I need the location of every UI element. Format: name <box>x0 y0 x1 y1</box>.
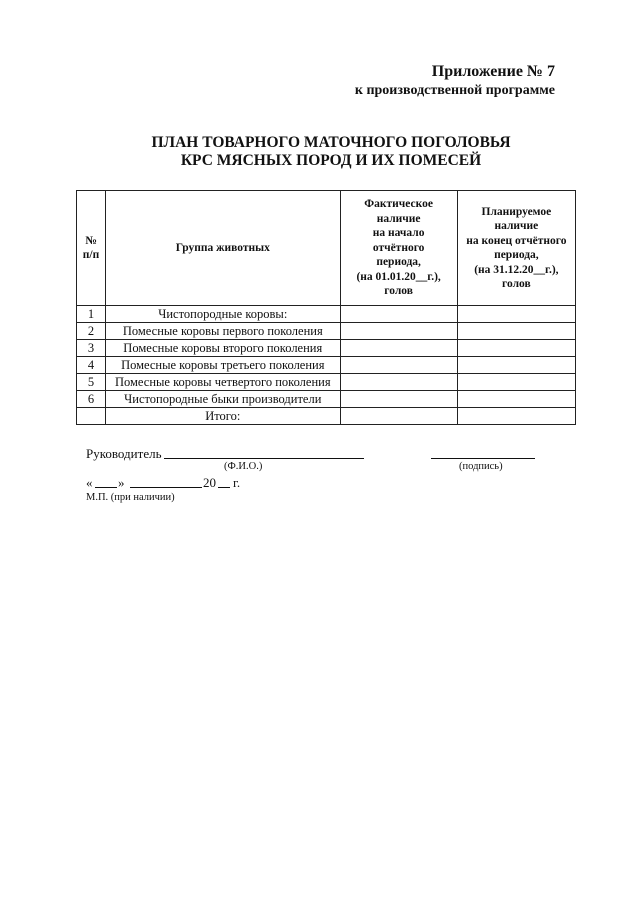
table-row <box>77 340 576 357</box>
table-total-row <box>77 408 576 425</box>
date-month-line[interactable] <box>130 487 202 488</box>
row-number: 1 <box>77 306 106 323</box>
date-day-line[interactable] <box>95 487 117 488</box>
signature-line[interactable] <box>431 458 535 459</box>
row-group: Чистопородные коровы: <box>106 306 340 323</box>
row-number: 6 <box>77 391 106 408</box>
date-year-line[interactable] <box>218 487 230 488</box>
appendix-number: Приложение № 7 <box>431 63 555 80</box>
row-group: Помесные коровы первого поколения <box>106 323 340 340</box>
date-open-quote: « <box>86 475 93 490</box>
row-number: 2 <box>77 323 106 340</box>
date-year-suffix: г. <box>233 475 241 490</box>
row-planned-cell[interactable] <box>457 323 575 340</box>
header-actual: Фактическое наличие на начало отчётного периода, (на 01.01.20__г.), голов <box>340 191 457 306</box>
name-line[interactable] <box>164 458 364 459</box>
table-row <box>77 374 576 391</box>
head-label: Руководитель <box>86 446 162 461</box>
table-row <box>77 306 576 323</box>
total-actual-cell[interactable] <box>340 408 457 425</box>
total-planned-cell[interactable] <box>457 408 575 425</box>
date-year-prefix: 20 <box>203 475 216 490</box>
row-number: 3 <box>77 340 106 357</box>
stamp-note: М.П. (при наличии) <box>86 492 175 503</box>
row-actual-cell[interactable] <box>340 340 457 357</box>
row-actual-cell[interactable] <box>340 374 457 391</box>
row-group: Помесные коровы третьего поколения <box>106 357 340 374</box>
total-label: Итого: <box>106 408 340 425</box>
appendix-subtitle: к производственной программе <box>354 83 555 98</box>
row-planned-cell[interactable] <box>457 374 575 391</box>
table-row <box>77 357 576 374</box>
document-title <box>0 134 640 170</box>
plan-table <box>76 190 576 425</box>
table-row <box>77 323 576 340</box>
row-number: 5 <box>77 374 106 391</box>
title-line-2: КРС МЯСНЫХ ПОРОД И ИХ ПОМЕСЕЙ <box>180 152 482 169</box>
table-row <box>77 391 576 408</box>
row-actual-cell[interactable] <box>340 323 457 340</box>
row-planned-cell[interactable] <box>457 340 575 357</box>
row-number: 4 <box>77 357 106 374</box>
title-line-1: ПЛАН ТОВАРНОГО МАТОЧНОГО ПОГОЛОВЬЯ <box>151 134 511 151</box>
row-group: Чистопородные быки производители <box>106 391 340 408</box>
row-actual-cell[interactable] <box>340 357 457 374</box>
appendix-header <box>355 62 555 100</box>
date-close-quote: » <box>118 475 125 490</box>
row-planned-cell[interactable] <box>457 357 575 374</box>
table-header-row <box>77 191 576 306</box>
total-number-cell <box>77 408 106 425</box>
row-planned-cell[interactable] <box>457 306 575 323</box>
row-group: Помесные коровы четвертого поколения <box>106 374 340 391</box>
row-actual-cell[interactable] <box>340 306 457 323</box>
header-planned: Планируемое наличие на конец отчётного периода, (на 31.12.20__г.), голов <box>457 191 575 306</box>
header-number: № п/п <box>77 191 106 306</box>
name-caption: (Ф.И.О.) <box>224 461 263 472</box>
header-group: Группа животных <box>106 191 340 306</box>
row-group: Помесные коровы второго поколения <box>106 340 340 357</box>
row-planned-cell[interactable] <box>457 391 575 408</box>
signature-caption: (подпись) <box>459 461 503 472</box>
row-actual-cell[interactable] <box>340 391 457 408</box>
